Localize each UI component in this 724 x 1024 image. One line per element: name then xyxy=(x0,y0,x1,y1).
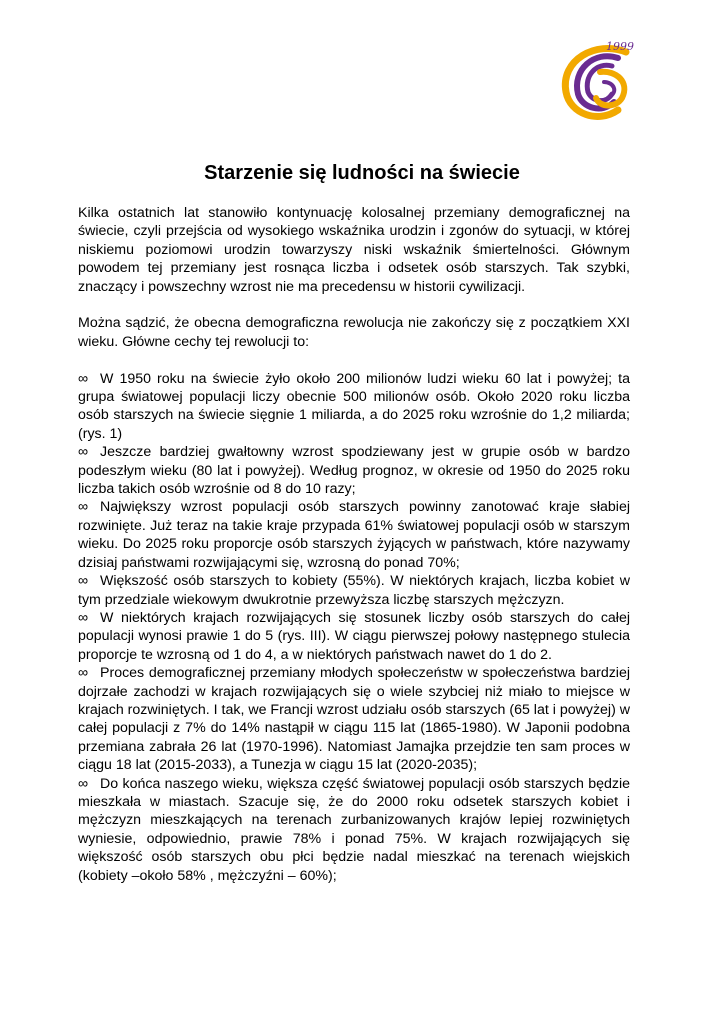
infinity-bullet-icon: ∞ xyxy=(78,665,89,682)
infinity-bullet-icon: ∞ xyxy=(78,370,89,387)
infinity-bullet-icon: ∞ xyxy=(78,444,89,461)
infinity-bullet-icon: ∞ xyxy=(78,609,89,626)
paragraph-features: Można sądzić, że obecna demograficzna rewolucja nie zakończy się z początkiem XXI wieku. Główne cechy tej rewolucji to: xyxy=(78,315,630,350)
list-item: ∞ Do końca naszego wieku, większa część światowej populacji osób starszych będzie mieszkała w miastach. Szacuje się, że do 2000 roku odsetek starszych kobiet i mężczyzn mieszkających na terenach zurbanizowanych krajów lepiej rozwiniętych wyniesie, odpowiednio, prawie 78% i ponad 75%. W krajach rozwijających się większość osób starszych obu płci będzie nadal mieszkać na terenach wiejskich (kobiety –około 58% , mężczyźni – 60%); xyxy=(78,775,630,884)
list-item: ∞ Większość osób starszych to kobiety (55%). W niektórych krajach, liczba kobiet w tym przedziale wiekowym dwukrotnie przewyższa liczbę starszych mężczyzn. xyxy=(78,573,630,608)
list-item: ∞ Największy wzrost populacji osób starszych powinny zanotować kraje słabiej rozwinięte. Już teraz na takie kraje przypada 61% światowej populacji osób w starszym wieku. Do 2025 roku proporcje osób starszych żyjących w państwach, które nazywamy dzisiaj państwami rozwijającymi się, wzrosną do ponad 70%; xyxy=(78,499,630,571)
document-body xyxy=(78,204,630,885)
infinity-bullet-icon: ∞ xyxy=(78,499,89,516)
list-item: ∞ Jeszcze bardziej gwałtowny wzrost spodziewany jest w grupie osób w bardzo podeszłym wieku (80 lat i powyżej). Według prognoz, w okresie od 1950 do 2025 roku liczba takich osób wzrośnie od 8 do 10 razy; xyxy=(78,444,630,498)
infinity-bullet-icon: ∞ xyxy=(78,775,89,792)
infinity-bullet-icon: ∞ xyxy=(78,573,89,590)
page-title: Starzenie się ludności na świecie xyxy=(204,162,520,184)
list-item: ∞ W 1950 roku na świecie żyło około 200 milionów ludzi wieku 60 lat i powyżej; ta grupa światowej populacji liczy obecnie 500 milionów osób. Około 2020 roku liczba osób starszych na świecie sięgnie 1 miliarda, a do 2025 roku wzrośnie do 1,2 miliarda; (rys. 1) xyxy=(78,370,630,442)
list-item: ∞ W niektórych krajach rozwijających się stosunek liczby osób starszych do całej populacji wynosi prawie 1 do 5 (rys. III). W ciągu pierwszej połowy następnego stulecia proporcje te wzrosną od 1 do 4, a w niektórych państwach nawet do 1 do 2. xyxy=(78,609,630,663)
logo-swirl-icon xyxy=(556,36,646,126)
logo-year: 1999 xyxy=(606,40,634,53)
logo xyxy=(556,36,646,126)
paragraph-intro: Kilka ostatnich lat stanowiło kontynuację kolosalnej przemiany demograficznej na świecie, czyli przejścia od wysokiego wskaźnika urodzin i zgonów do sytuacji, w której niskiemu poziomowi urodzin towarzyszy niski wskaźnik śmiertelności. Głównym powodem tej przemiany jest rosnąca liczba i odsetek osób starszych. Tak szybki, znaczący i powszechny wzrost nie ma precedensu w historii cywilizacji. xyxy=(78,205,630,295)
list-item: ∞ Proces demograficznej przemiany młodych społeczeństw w społeczeństwa bardziej dojrzałe zachodzi w krajach rozwijających się o wiele szybciej niż miało to miejsce w krajach rozwiniętych. I tak, we Francji wzrost udziału osób starszych (65 lat i powyżej) w całej populacji z 7% do 14% nastąpił w ciągu 115 lat (1865-1980). W Japonii podobna przemiana zabrała 26 lat (1970-1996). Natomiast Jamajka przejdzie ten sam proces w ciągu 18 lat (2015-2033), a Tunezja w ciągu 15 lat (2020-2035); xyxy=(78,665,630,774)
feature-list xyxy=(78,370,630,885)
